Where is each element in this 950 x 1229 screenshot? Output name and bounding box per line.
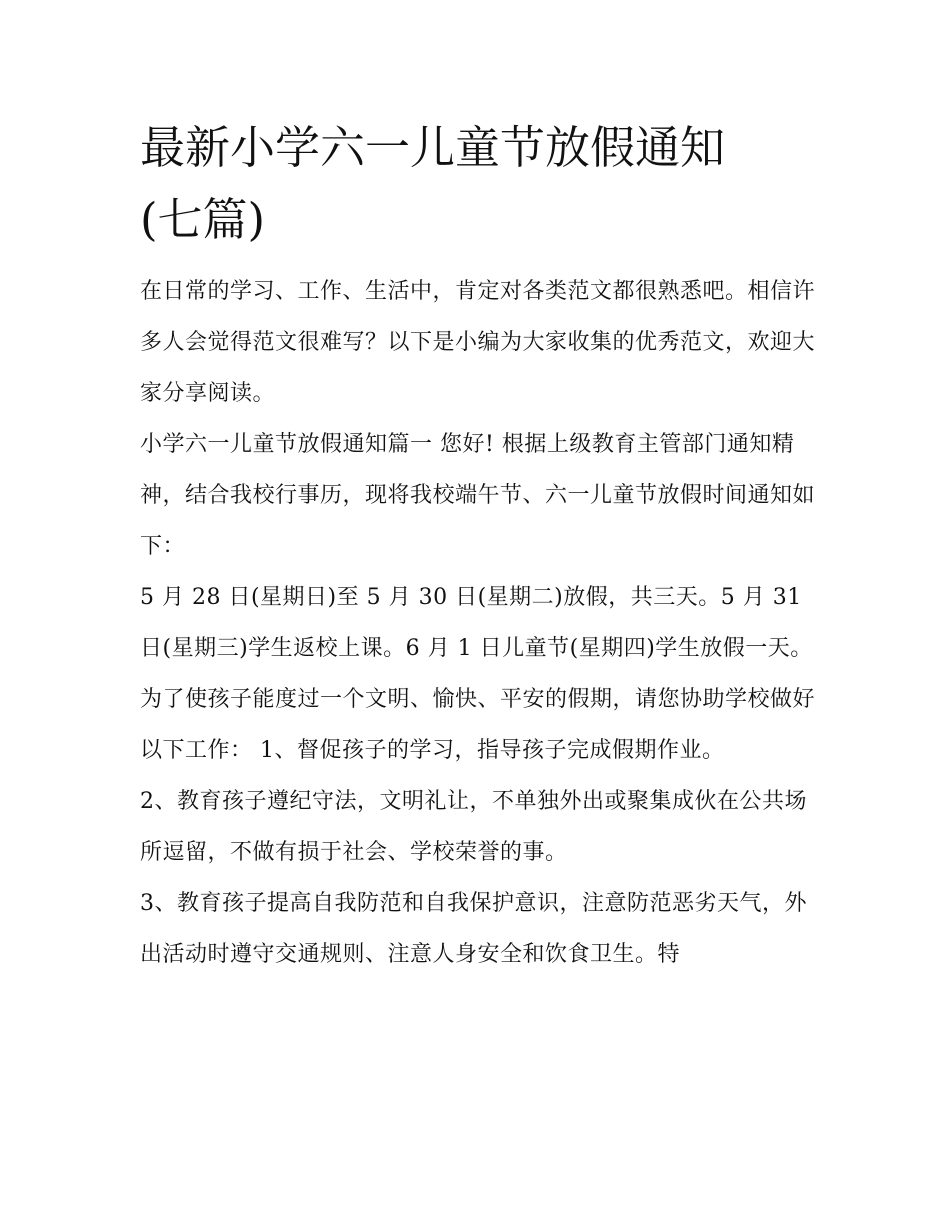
title-line-2: (七篇) — [140, 193, 266, 246]
document-body — [140, 112, 820, 980]
title-line-1: 最新小学六一儿童节放假通知 — [140, 121, 726, 174]
paragraph-notice-opening: 小学六一儿童节放假通知篇一 您好! 根据上级教育主管部门通知精神，结合我校行事历，现将我校端午节、六一儿童节放假时间通知如下： — [140, 432, 816, 559]
paragraph-holiday-dates: 5 月 28 日(星期日)至 5 月 30 日(星期二)放假，共三天。5 月 31 日(星期三)学生返校上课。6 月 1 日儿童节(星期四)学生放假一天。 — [140, 585, 813, 661]
paragraph-item-3: 3、教育孩子提高自我防范和自我保护意识，注意防范恶劣天气，外出活动时遵守交通规则、注意人身安全和饮食卫生。特 — [140, 891, 807, 967]
paragraph-item-1: 为了使孩子能度过一个文明、愉快、平安的假期，请您协助学校做好以下工作： 1、督促孩子的学习，指导孩子完成假期作业。 — [140, 687, 816, 763]
document-title — [140, 112, 820, 256]
paragraph-intro: 在日常的学习、工作、生活中，肯定对各类范文都很熟悉吧。相信许多人会觉得范文很难写？以下是小编为大家收集的优秀范文，欢迎大家分享阅读。 — [140, 279, 816, 406]
paragraph-item-2: 2、教育孩子遵纪守法，文明礼让，不单独外出或聚集成伙在公共场所逗留，不做有损于社会、学校荣誉的事。 — [140, 789, 807, 865]
